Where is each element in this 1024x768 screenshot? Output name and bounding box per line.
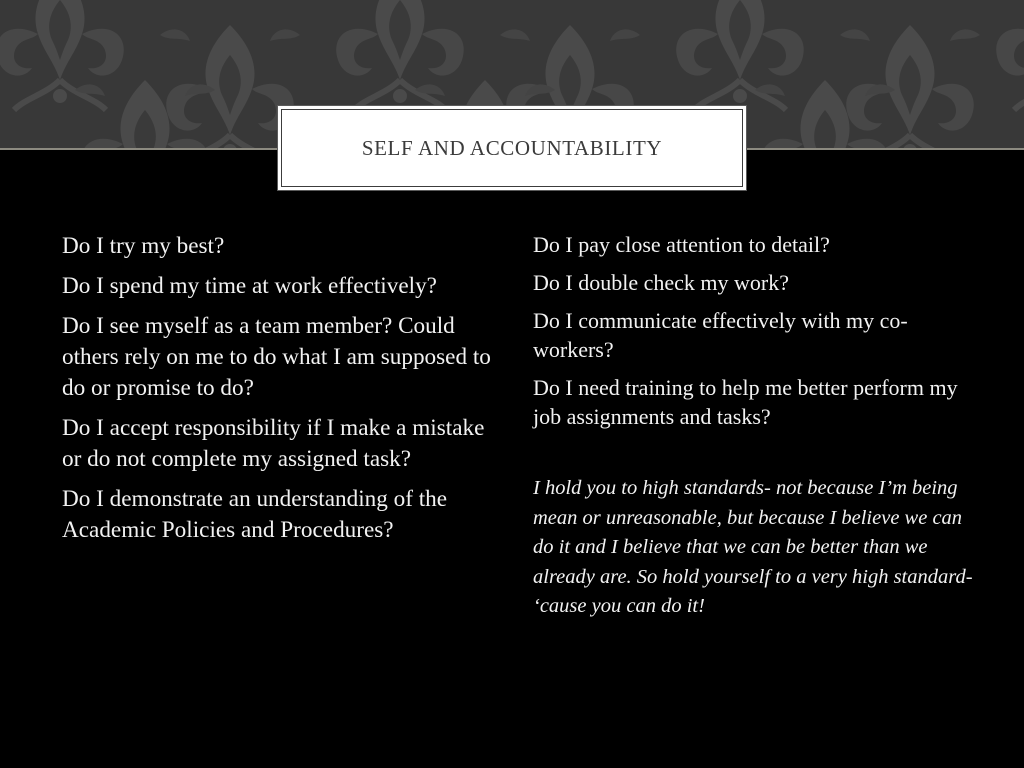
question-item: Do I double check my work? — [533, 270, 789, 295]
slide-title: SELF AND ACCOUNTABILITY — [361, 136, 663, 160]
left-column — [62, 231, 502, 555]
question-item: Do I demonstrate an understanding of the Academic Policies and Procedures? — [62, 486, 448, 543]
question-item: Do I accept responsibility if I make a mistake or do not complete my assigned task? — [62, 415, 485, 472]
question-item: Do I spend my time at work effectively? — [62, 273, 437, 299]
question-item: Do I pay close attention to detail? — [533, 232, 830, 257]
question-item: Do I communicate effectively with my co-workers? — [533, 308, 908, 362]
question-item: Do I see myself as a team member? Could others rely on me to do what I am supposed to do or promise to do? — [62, 313, 491, 401]
question-item: Do I need training to help me better perform my job assignments and tasks? — [533, 375, 958, 429]
title-frame — [281, 109, 743, 187]
title-box — [277, 105, 747, 191]
motivational-quote: I hold you to high standards- not because I’m being mean or unreasonable, but because I believe we can do it and I believe that we can be better than we already are. So hold yourself to a very high standard- ‘cause you can do it! — [533, 477, 973, 617]
right-column — [533, 230, 973, 642]
question-item: Do I try my best? — [62, 233, 225, 259]
